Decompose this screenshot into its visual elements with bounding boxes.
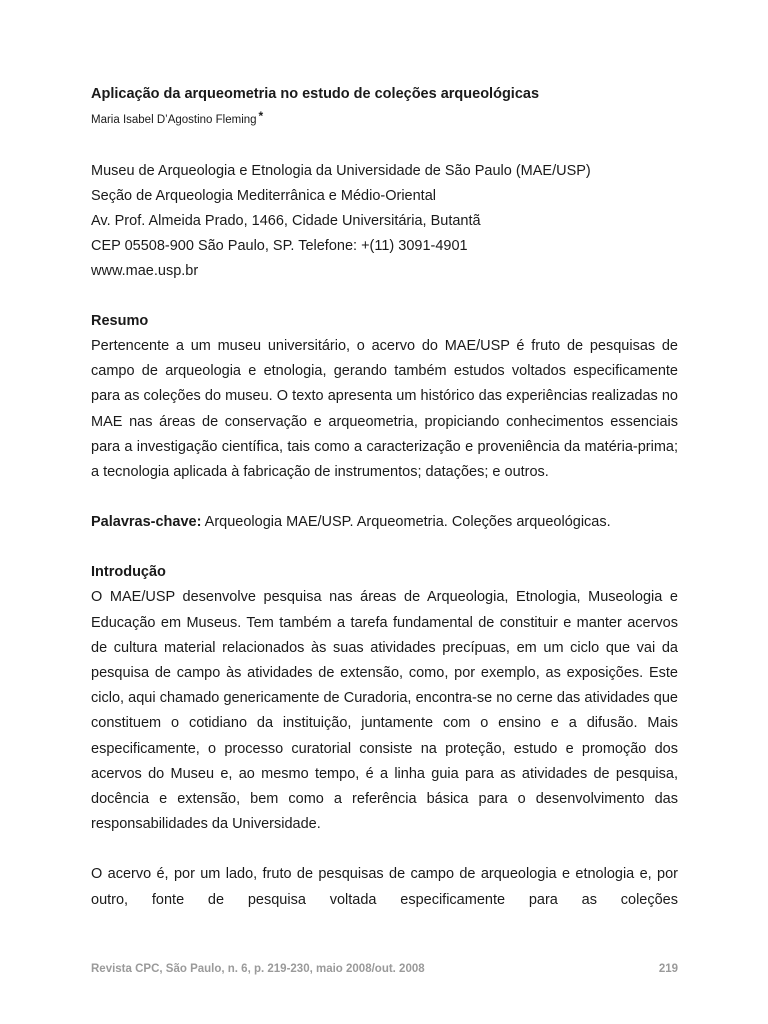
affiliation-section: Seção de Arqueologia Mediterrânica e Médio-Oriental: [91, 188, 436, 204]
footer-citation: Revista CPC, São Paulo, n. 6, p. 219-230, maio 2008/out. 2008: [91, 963, 425, 975]
keywords-text: Arqueologia MAE/USP. Arqueometria. Coleções arqueológicas.: [201, 514, 611, 531]
author-line: [91, 108, 678, 128]
author-name: Maria Isabel D’Agostino Fleming: [91, 114, 257, 126]
affiliation-institution: Museu de Arqueologia e Etnologia da Universidade de São Paulo (MAE/USP): [91, 163, 591, 179]
introduction-section: [91, 560, 678, 837]
abstract-section: [91, 309, 678, 485]
page-number: 219: [658, 963, 678, 975]
introduction-paragraph-1: O MAE/USP desenvolve pesquisa nas áreas de Arqueologia, Etnologia, Museologia e Educação em Museus. Tem também a tarefa fundamental de constituir e manter acervos de cultura material relacionados às suas atividades precípuas, em um ciclo que vai da pesquisa de campo às atividades de extensão, como, por exemplo, as exposições. Este ciclo, aqui chamado genericamente de Curadoria, encontra-se no cerne das atividades que constituem o cotidiano da instituição, juntamente com o ensino e a difusão. Mais especificamente, o processo curatorial consiste na proteção, estudo e promoção dos acervos do Museu e, ao mesmo tempo, é a linha guia para as atividades de pesquisa, docência e extensão, bem como a referência básica para o desenvolvimento das responsabilidades da Universidade.: [91, 589, 678, 833]
page-footer: [91, 963, 678, 975]
introduction-paragraph-2: O acervo é, por um lado, fruto de pesquisas de campo de arqueologia e etnologia e, por outro, fonte de pesquisa voltada especificamente para as coleções: [91, 866, 678, 908]
affiliation-address: Av. Prof. Almeida Prado, 1466, Cidade Universitária, Butantã: [91, 213, 481, 229]
affiliation-website[interactable]: www.mae.usp.br: [91, 263, 199, 279]
introduction-paragraph-2-block: [91, 862, 678, 912]
affiliation-block: [91, 159, 678, 284]
keywords-label: Palavras-chave:: [91, 514, 202, 531]
article-page: [91, 84, 678, 913]
keywords-section: [91, 510, 678, 535]
introduction-heading: Introdução: [91, 564, 166, 581]
abstract-heading: Resumo: [91, 313, 149, 329]
affiliation-postal: CEP 05508-900 São Paulo, SP. Telefone: +(11) 3091-4901: [91, 238, 468, 254]
article-title: Aplicação da arqueometria no estudo de coleções arqueológicas: [91, 86, 540, 102]
abstract-text: Pertencente a um museu universitário, o acervo do MAE/USP é fruto de pesquisas de campo de arqueologia e etnologia, gerando também estudos voltados especificamente para as coleções do museu. O texto apresenta um histórico das experiências realizadas no MAE nas áreas de conservação e arqueometria, propiciando conhecimentos essenciais para a investigação científica, tais como a caracterização e proveniência da matéria-prima; a tecnologia aplicada à fabricação de instrumentos; datações; e outros.: [91, 338, 678, 481]
author-footnote-mark[interactable]: *: [258, 109, 264, 123]
